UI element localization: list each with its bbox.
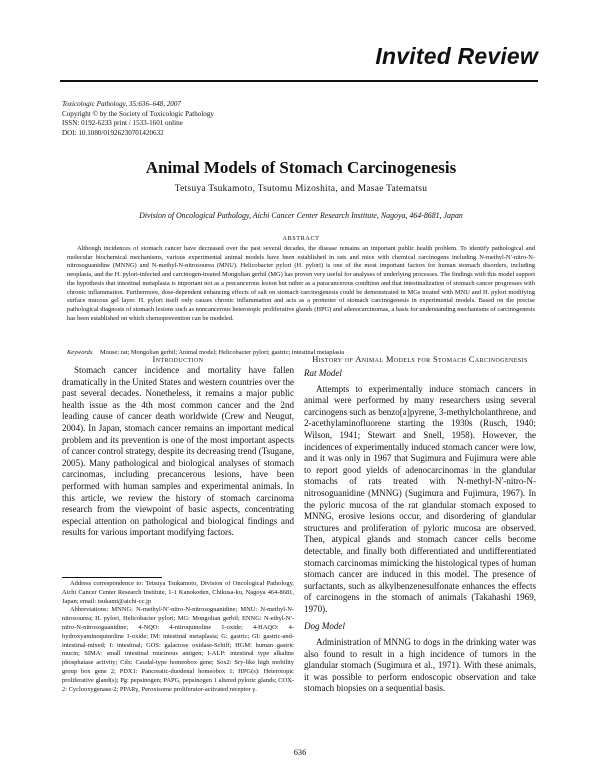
rat-model-text: Attempts to experimentally induce stomach cancers in animal were performed by many researchers using several carcinogens such as benzo[a]pyrene, 3-methylcholanthrene, and 2-acethylaminofluorene starting the 1930s (Rusch, 1940; Wilson, 1941; Stewart and Snell, 1958). However, the incidences of experimentally induced stomach cancer were low, and it was only in 1967 that Sugimura and Fujimura were able to report good yields of adenocarcinomas in the glandular stomachs of rats treated with N-methyl-N′-nitro-N-nitrosoguanidine (MNNG) (Sugimura and Fujimura, 1967). In the pyloric mucosa of the rat glandular stomach exposed to MNNG, erosive lesions occur, and disordering of glandular structures and proliferation of pyloric mucosa are observed. Then, atypical glands and stomach cancer cells become detectable, and finally both differentiated and undifferentiated stomach carcinomas mimicking the histological types of human stomach cancer are induced in this model. The presence of surfactants, such as alkylbenzenesulfonate enhances the effects of carcinogens in the stomach of animals (Takahashi 1969, 1970). bbox=[304, 383, 536, 614]
footnote-rule bbox=[62, 577, 162, 578]
page-number: 636 bbox=[293, 748, 307, 757]
introduction-heading: Introduction bbox=[152, 355, 204, 364]
right-column bbox=[304, 354, 536, 695]
journal-info bbox=[62, 100, 362, 138]
introduction-text: Stomach cancer incidence and mortality have fallen dramatically in the United States and western countries over the past several decades. Nonetheless, it remains a major public health issue as the 4th most common cancer and the 2nd leading cause of cancer death worldwide (Crew and Neugut, 2004). In Japan, stomach cancer remains an important medical problem and its prevention is one of the most important aspects of cancer control strategy, despite its decreasing trend (Tsugane, 2005). Many pathological and biological analyses of stomach carcinomas, including precancerous lesions, have been performed with human samples and experimental animals. In this article, we review the history of stomach carcinoma research from the viewpoint of basic aspects, concentrating especial attention on pathological and biological findings and results for various important modifying factors. bbox=[62, 365, 294, 538]
keywords-list: Mouse; rat; Mongolian gerbil; Animal model; Helicobacter pylori; gastric; intestinal metaplasia bbox=[99, 349, 345, 356]
rat-model-subheading: Rat Model bbox=[304, 368, 342, 378]
author-affiliation: Division of Oncological Pathology, Aichi Cancer Center Research Institute, Nagoya, 464-8681, Japan bbox=[139, 211, 463, 220]
history-heading: History of Animal Models for Stomach Carcinogenesis bbox=[312, 355, 528, 364]
keywords-label: Keywords. bbox=[67, 349, 94, 356]
abbreviations-footnote: Abbreviations: MNNG: N-methyl-N′-nitro-N-nitrosoguanidine; MNU: N-methyl-N-nitrosourea; H. pylori, Helicobacter pylori; MG: Mongolian gerbil; ENNG: N-ethyl-N′-nitro-N-nitrosoguanidine; 4-NQO: 4-nitroquinoline 1-oxide; 4-HAQO: 4-hydroxyaminoquinoline 1-oxide; IM: intestinal metaplasia; G: gastric; GI: gastric-and-intestinal-mixed; I: intestinal; GOS: galactose oxidase-Schiff; HGM: human gastric mucin; SIMA: small intestinal mucinous antigen; I-ALP: intestinal type alkaline phosphatase activity; Cdx: Caudal-type homeobox gene; Sox2: Sry-like high mobility group box gene 2; PDX1: Pancreatic-duodenal homeobox 1; HPG(s): Heterotopic proliferative gland(s); Pg: pepsinogen; PAPG, pepsinogen 1 altered pyloric glands; COX-2: Cyclooxygenase-2; PPARγ, Peroxisome proliferator-activated receptor γ. bbox=[62, 606, 294, 693]
banner-title: Invited Review bbox=[375, 43, 538, 69]
footnotes bbox=[62, 580, 294, 694]
issn-line: ISSN: 0192-6233 print / 1533-1601 online bbox=[62, 119, 183, 127]
dog-model-text: Administration of MNNG to dogs in the drinking water was also found to result in a high incidence of tumors in the glandular stomach (Sugimura et al., 1971). With these animals, it was possible to perform endoscopic observation and take stomach biopsies on a sequential basis. bbox=[304, 637, 536, 694]
article-title: Animal Models of Stomach Carcinogenesis bbox=[145, 158, 457, 177]
doi-line: DOI: 10.1080/01926230701420632 bbox=[62, 128, 164, 137]
left-column bbox=[62, 354, 294, 539]
copyright-line: Copyright © by the Society of Toxicologic Pathology bbox=[62, 109, 214, 118]
abstract-text: Although incidences of stomach cancer have decreased over the past several decades, the disease remains an important public health problem. To identify pathological and molecular biochemical mechanisms, various experimental animal models have been established in rats and mice with chemical carcinogens including N-methyl-N′-nitro-N-nitrosoguanidine (MNNG) and N-methyl-N-nitrosourea (MNU). Helicobacter pylori (H. pylori) is one of the most important factors for human stomach disorders, including neoplasia, and the H. pylori-infected and carcinogen-treated Mongolian gerbil (MG) has proven very useful for analyses of underlying processes. The findings with this model support the hypothesis that intestinal metaplasia is important not as a precancerous lesion but rather as a paracancerous condition and that intestinalization of stomach cancer progresses with chronic inflammation. Furthermore, dose-dependent enhancing effects of salt on stomach carcinogenesis could be demonstrated in MGs treated with MNU and H. pylori modifying surface mucous gel layer. H. pylori itself only causes chronic inflammation and acts as a promoter of stomach carcinogenesis in experimental models. Based on the precise pathological diagnosis of stomach lesions such as noncancerous heterotopic proliferative glands (HPG) and adenocarcinomas, a basis for understanding mechanisms of carcinogenesis has been established on which chemoprevention can be modeled. bbox=[67, 245, 535, 322]
correspondence-footnote: Address correspondence to: Tetsuya Tsukamoto, Division of Oncological Pathology, Aichi Cancer Center Research Institute, 1-1 Kanokoden, Chikusa-ku, Nagoya 464-8681, Japan; email: tsukamt@aichi-cc.jp bbox=[62, 580, 294, 605]
author-list: Tetsuya Tsukamoto, Tsutomu Mizoshita, and Masae Tatematsu bbox=[174, 184, 428, 194]
dog-model-subheading: Dog Model bbox=[304, 621, 345, 632]
abstract-heading: ABSTRACT bbox=[282, 235, 320, 242]
banner-rule bbox=[60, 80, 538, 82]
journal-citation: Toxicologic Pathology, 35:636–648, 2007 bbox=[62, 100, 181, 108]
